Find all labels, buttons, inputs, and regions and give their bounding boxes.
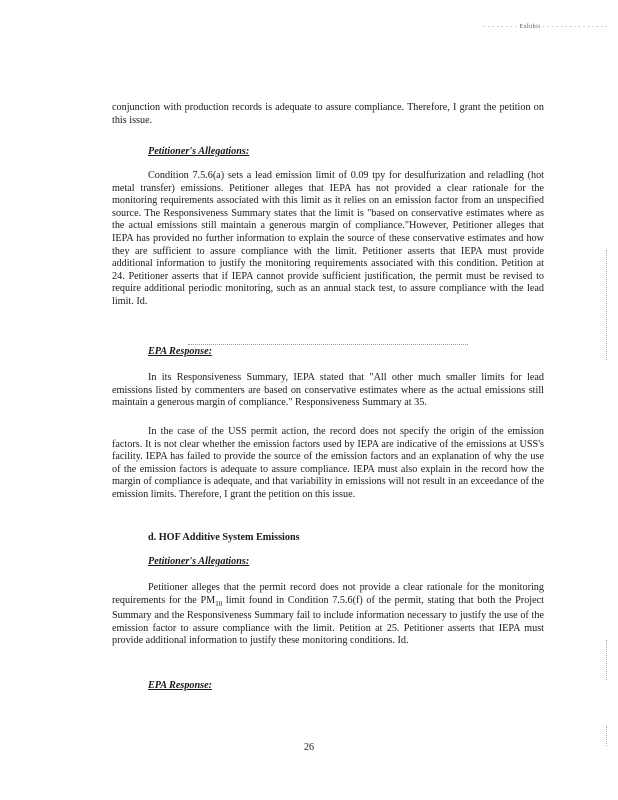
heading-epa-response-1 bbox=[112, 346, 544, 359]
paragraph-hof bbox=[112, 582, 544, 648]
section-epa-2 bbox=[112, 680, 544, 693]
heading-petitioner-2-text: Petitioner's Allegations: bbox=[148, 556, 250, 567]
margin-scan-dots-2 bbox=[606, 640, 607, 680]
section-epa-1 bbox=[112, 346, 544, 359]
section-petitioner-2 bbox=[112, 556, 544, 569]
paragraph-hof-part-a: Petitioner alleges that the permit record does not provide a clear rationale for the monitoring requirements for the PM bbox=[112, 582, 544, 606]
paragraph-carryover: conjunction with production records is adequate to assure compliance. Therefore, I grant the petition on this issue. bbox=[112, 102, 544, 126]
paragraph-hof-part-b: limit found in Condition 7.5.6(f) of the permit, stating that both the Project Summary and the Responsiveness Summary fail to include information necessary to justify the use of the emission factor to assure compliance with the limit. Petition at 25. Petitioner asserts that IEPA must provide additional information to justify these monitoring conditions. Id. bbox=[112, 594, 544, 647]
margin-scan-dots-1 bbox=[606, 250, 607, 360]
hof-paragraph bbox=[112, 582, 544, 648]
carryover-paragraph bbox=[112, 102, 544, 127]
page-number: 26 bbox=[304, 742, 314, 753]
header-mark: - - - Exhibit - - - bbox=[483, 24, 608, 30]
paragraph-lead-limit: Condition 7.5.6(a) sets a lead emission limit of 0.09 tpy for desulfurization and reladling (hot metal transfer) emissions. Petitioner alleges that IEPA has not provided a clear rationale for the monitoring requirements associated with this limit as it relies on an emission factor from an unspecified source. The Responsiveness Summary states that the limit is "based on conservative estimates where as the actual emissions still maintain a generous margin of compliance."However, Petitioner alleges that IEPA has provided no further information to explain the source of these conservative estimates and how they are sufficient to assure compliance with the limit. Petitioner asserts that IEPA must provide additional information to justify the monitoring requirements associated with this condition. Petition at 24. Petitioner asserts that if IEPA cannot provide sufficient justification, the permit must be revised to require additional periodic monitoring, such as an annual stack test, to assure compliance with the lead limit. Id. bbox=[112, 170, 544, 307]
response-paragraph-1 bbox=[112, 372, 544, 410]
lead-limit-paragraph bbox=[112, 170, 544, 309]
paragraph-response-1: In its Responsiveness Summary, IEPA stated that "All other much smaller limits for lead emissions listed by commenters are based on conservative estimates where as the actual emissions still maintain a generous margin of compliance." Responsiveness Summary at 35. bbox=[112, 372, 544, 409]
heading-epa-2-text: EPA Response: bbox=[148, 680, 213, 691]
heading-epa-response-2 bbox=[112, 680, 544, 693]
subheading-hof bbox=[112, 532, 544, 545]
heading-petitioner-allegations-1 bbox=[112, 146, 544, 159]
heading-petitioner-1-text: Petitioner's Allegations: bbox=[148, 146, 250, 157]
scan-artifact-dots bbox=[188, 344, 468, 345]
section-petitioner-1 bbox=[112, 146, 544, 159]
pm10-subscript: 10 bbox=[215, 599, 223, 608]
heading-petitioner-allegations-2 bbox=[112, 556, 544, 569]
heading-epa-1-text: EPA Response: bbox=[148, 346, 213, 357]
section-d bbox=[112, 532, 544, 545]
response-paragraph-2 bbox=[112, 426, 544, 502]
subheading-d-text: d. HOF Additive System Emissions bbox=[148, 532, 300, 543]
paragraph-response-2: In the case of the USS permit action, the record does not specify the origin of the emission factors. It is not clear whether the emission factors used by IEPA are indicative of the emissions at USS's facility. IEPA has failed to provide the source of the emission factors and an explanation of why the use of the emission factors is adequate to assure compliance. IEPA must also explain in the record how the margin of compliance is adequate, and that variability in emissions will not result in an exceedance of the emission limits. Therefore, I grant the petition on this issue. bbox=[112, 426, 544, 500]
